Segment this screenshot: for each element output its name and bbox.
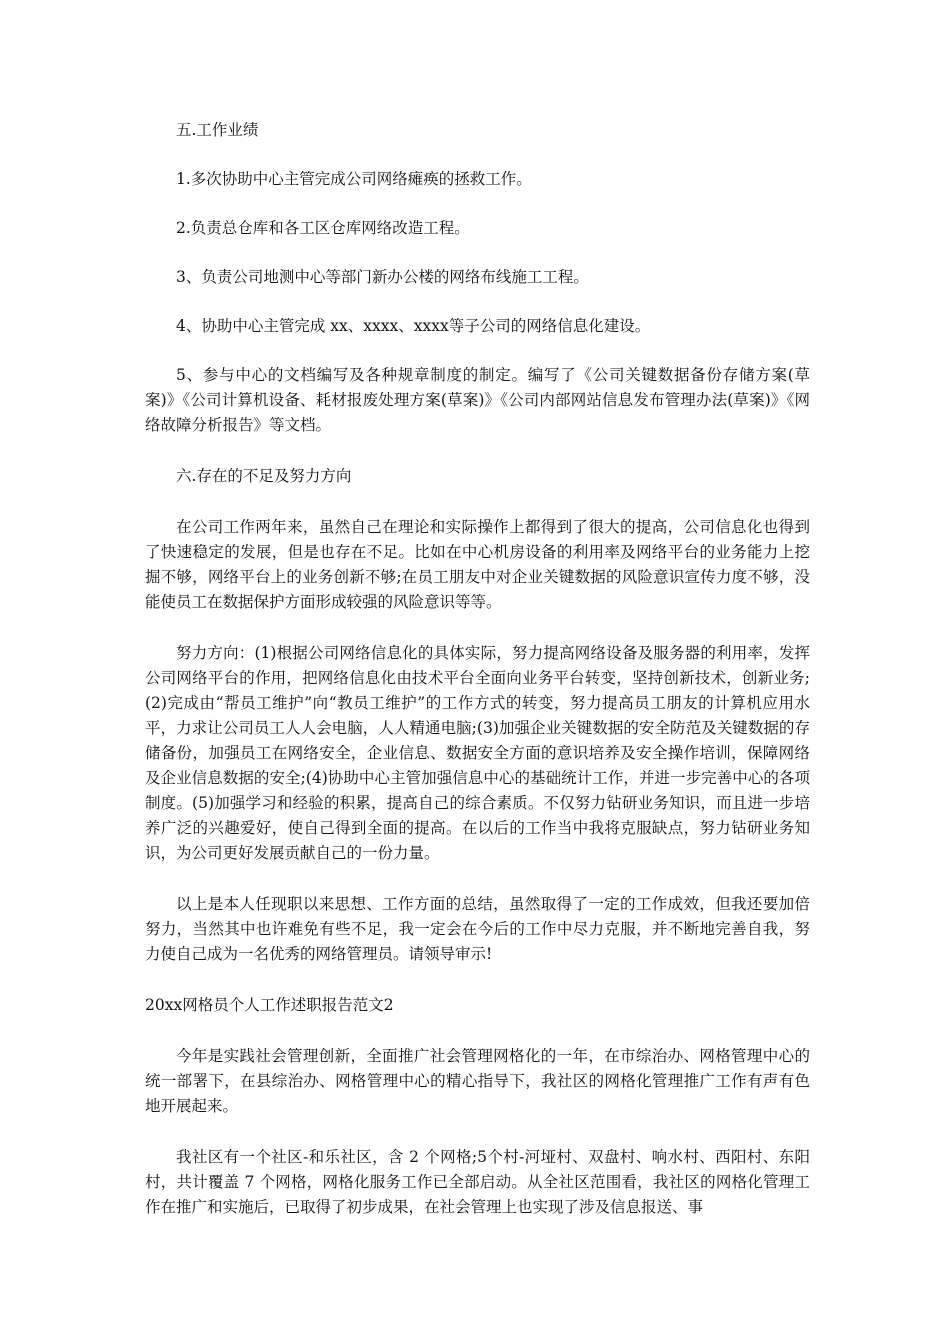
report-2-title: 20xx网格员个人工作述职报告范文2: [145, 996, 394, 1014]
conclusion-paragraph: 以上是本人任现职以来思想、工作方面的总结，虽然取得了一定的工作成效，但我还要加倍努力，当然其中也许难免有些不足，我一定会在今后的工作中尽力克服，并不断地完善自我，努力使自己成为一名优秀的网络管理员。请领导审示!: [145, 895, 810, 963]
report-2-community-paragraph: 我社区有一个社区-和乐社区，含 2 个网格;5个村-河垭村、双盘村、响水村、西阳村、东阳村，共计覆盖 7 个网格，网格化服务工作已全部启动。从全社区范围看，我社区的网格化管理工作在推广和实施后，已取得了初步成果，在社会管理上也实现了涉及信息报送、事: [145, 1148, 810, 1216]
achievement-item-3: 3、负责公司地测中心等部门新办公楼的网络布线施工工程。: [176, 268, 589, 286]
achievement-item-5: 5、参与中心的文档编写及各种规章制度的制定。编写了《公司关键数据备份存储方案(草案)》《公司计算机设备、耗材报废处理方案(草案)》《公司内部网站信息发布管理办法(草案)》《网络故障分析报告》等文档。: [145, 366, 810, 434]
achievement-item-1: 1.多次协助中心主管完成公司网络瘫痪的拯救工作。: [176, 170, 532, 188]
document-page: [145, 118, 810, 1220]
report-2-intro-paragraph: 今年是实践社会管理创新，全面推广社会管理网格化的一年，在市综治办、网格管理中心的统一部署下，在县综治办、网格管理中心的精心指导下，我社区的网格化管理推广工作有声有色地开展起来。: [145, 1047, 810, 1115]
section-heading-work-achievements: 五.工作业绩: [176, 121, 259, 139]
section-heading-shortcomings: 六.存在的不足及努力方向: [176, 467, 352, 485]
achievement-item-2: 2.负责总仓库和各工区仓库网络改造工程。: [176, 219, 470, 237]
improvement-direction-paragraph: 努力方向：(1)根据公司网络信息化的具体实际，努力提高网络设备及服务器的利用率，发挥公司网络平台的作用，把网络信息化由技术平台全面向业务平台转变，坚持创新技术，创新业务;(2)完成由“帮员工维护”向“教员工维护”的工作方式的转变，努力提高员工朋友的计算机应用水平，力求让公司员工人人会电脑，人人精通电脑;(3)加强企业关键数据的安全防范及关键数据的存储备份，加强员工在网络安全，企业信息、数据安全方面的意识培养及安全操作培训，保障网络及企业信息数据的安全;(4)协助中心主管加强信息中心的基础统计工作，并进一步完善中心的各项制度。(5)加强学习和经验的积累，提高自己的综合素质。不仅努力钻研业务知识，而且进一步培养广泛的兴趣爱好，使自己得到全面的提高。在以后的工作当中我将克服缺点，努力钻研业务知识，为公司更好发展贡献自己的一份力量。: [145, 644, 810, 862]
shortcomings-paragraph: 在公司工作两年来，虽然自己在理论和实际操作上都得到了很大的提高，公司信息化也得到了快速稳定的发展，但是也存在不足。比如在中心机房设备的利用率及网络平台的业务能力上挖掘不够，网络平台上的业务创新不够;在员工朋友中对企业关键数据的风险意识宣传力度不够，没能使员工在数据保护方面形成较强的风险意识等等。: [145, 518, 810, 611]
achievement-item-4: 4、协助中心主管完成 xx、xxxx、xxxx等子公司的网络信息化建设。: [176, 317, 651, 335]
